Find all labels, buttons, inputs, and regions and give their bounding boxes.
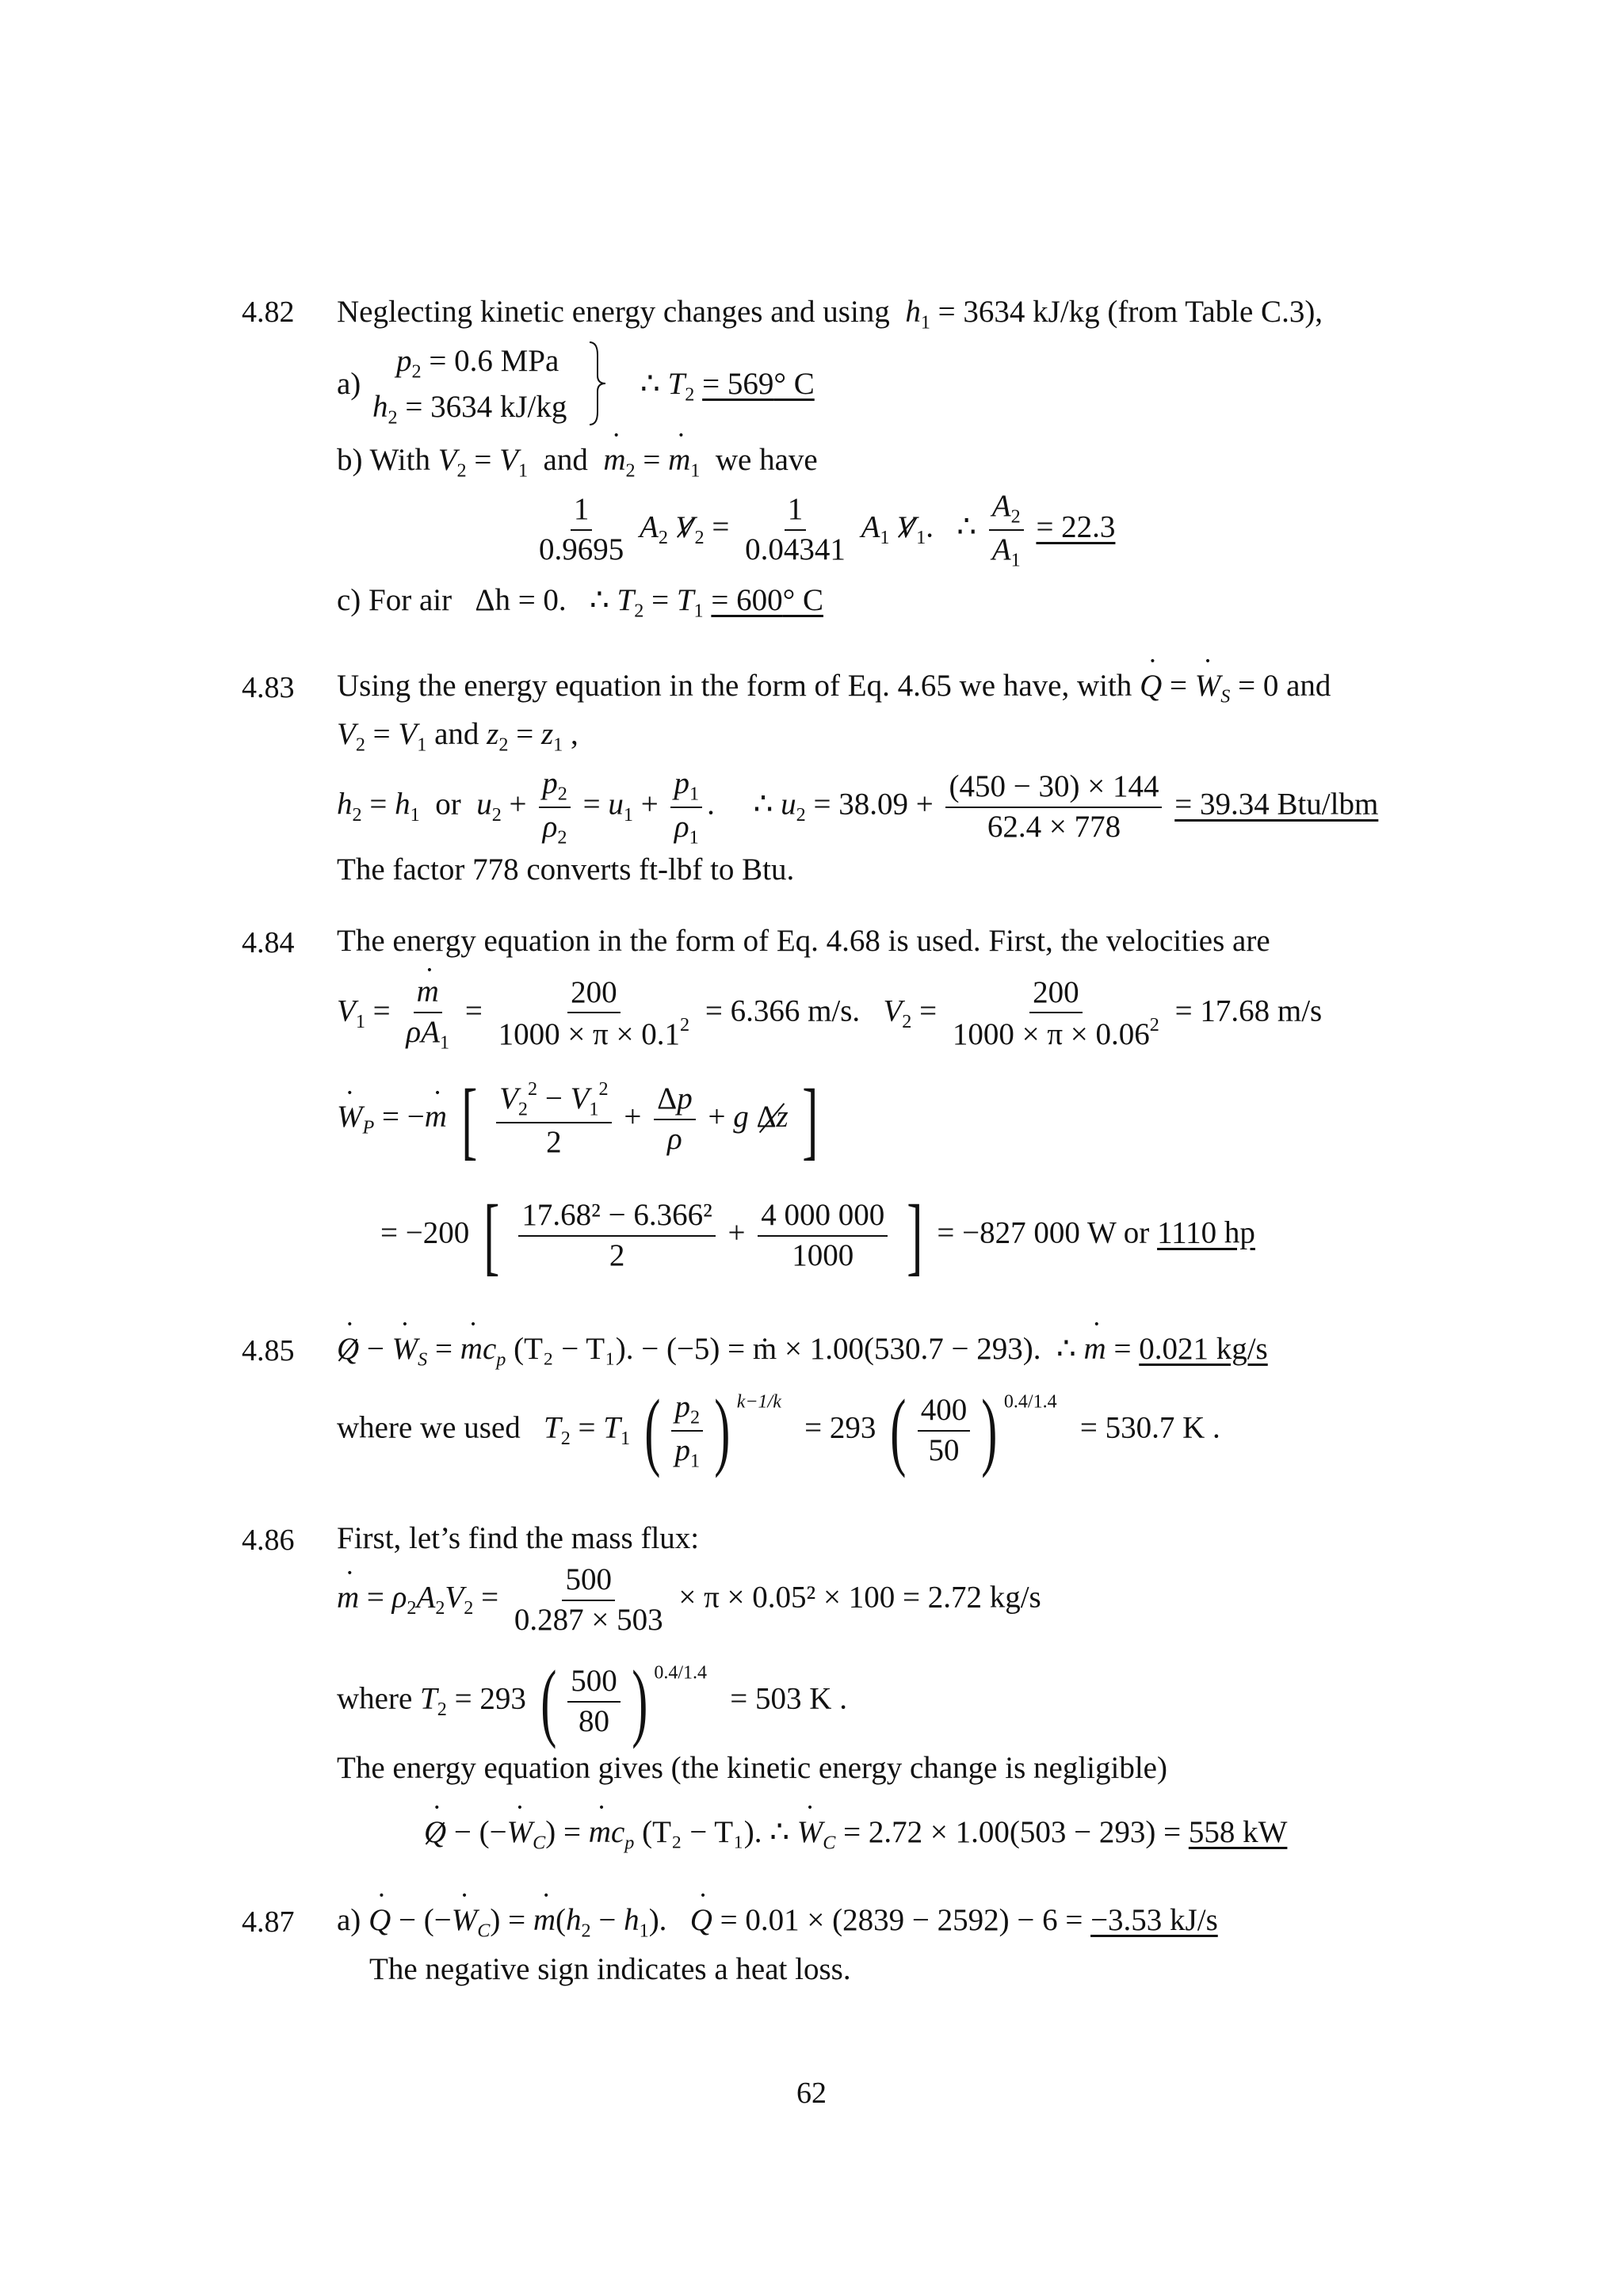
fraction-equation: = −200 [ $\frac{\text{17.68² − 6.366²}}{2}$ + $\frac{4 000 000}{1000}$ ] = −827 000 W or 1110 hp <box>380 1187 1255 1284</box>
note-text: The negative sign indicates a heat loss. <box>369 1952 851 1986</box>
problem-number: 4.83 <box>242 671 295 704</box>
problem-intro: The energy equation in the form of Eq. 4.68 is used. First, the velocities are <box>337 924 1270 958</box>
problem-number: 4.86 <box>242 1524 295 1557</box>
fraction-equation: $\frac{1}{0.9695}$ $A_2$ $V_2$ = $\frac{1}{0.04341}$ $A_1$ $V_1$. ∴ $\frac{A_2}{A_1}$ = 22.3 <box>539 489 1116 571</box>
problem-number: 4.84 <box>242 926 295 959</box>
problem-number: 4.87 <box>242 1905 295 1939</box>
page-number: 62 <box>796 2077 827 2110</box>
problem-number: 4.82 <box>242 296 295 329</box>
equation-line: $V_2 = V_1$ and $z_2 = z_1$ , <box>337 717 579 756</box>
fraction-equation: $V_1$ = ˙ $\frac{m}{\rho A_1}$ = $\frac{200}{1000 \times \pi \times 0.1^2}$ = 6.366 m/s. $V_2$ = $\frac{200}{1000 \times \pi \times 0.06^2}$ = 17.68 m/s <box>337 973 1322 1055</box>
part-label: a) <box>337 367 361 401</box>
problem-intro: Using the energy equation in the form of Eq. 4.65 we have, with ˙ Q = ˙ $W_S = 0$ and <box>337 670 1331 707</box>
fraction-equation: ˙ $W_P$ = −˙ m [ $\frac{V_2^2 - V_1^2}{2}$ + $\frac{\Delta p}{\rho}$ + g Δz ] <box>337 1077 825 1161</box>
problem-number: 4.85 <box>242 1334 295 1367</box>
paragraph-text: The energy equation gives (the kinetic energy change is negligible) <box>337 1751 1167 1785</box>
problem-intro: Neglecting kinetic energy changes and using $h_1 = 3634$ kJ/kg (from Table C.3), <box>337 295 1323 334</box>
equation-line: b) With $V_2 = V_1$ and ˙ $m_2$ = ˙ $m_1$ we have <box>337 444 818 481</box>
fraction-equation: where we used $T_2 = T_1$ ( $\frac{p_2}{p_1}$ ) $^{k-1/k}$ = 293 ( $\frac{400}{50}$ ) $^{0.4/1.4}$ = 530.7 K . <box>337 1382 1220 1479</box>
fraction-equation: ˙ $m = \rho_2A_2V_2$ = $\frac{500}{0.287 \times 503}$ × π × 0.05² × 100 = 2.72 kg/s <box>337 1561 1041 1640</box>
equation-line: c) For air Δh = 0. ∴ $T_2 = T_1 = 600^\circ$ C <box>337 583 823 622</box>
equation-line: $h_2 = 3634$ kJ/kg <box>372 390 567 429</box>
equation-line: a) ˙ Q − (−˙ $W_C$) = ˙ $m(h_2 - h_1)$. ˙ Q = 0.01 × (2839 − 2592) − 6 = −3.53 kJ/s <box>337 1905 1218 1941</box>
equation-result: ∴ $T_2 = 569^\circ$ C <box>640 367 815 406</box>
brace <box>586 339 610 428</box>
note-text: The factor 778 converts ft-lbf to Btu. <box>337 852 795 887</box>
problem-intro: First, let’s find the mass flux: <box>337 1521 700 1555</box>
equation-line: ˙ Q − (−˙ $W_C$) = ˙ $mc_p$ (T₂ − T₁). ∴ ˙ $W_C = 2.72 \times 1.00(503 - 293) = 558$ kW <box>424 1817 1287 1853</box>
fraction-equation: $h_2 = h_1$ or $u_2$ + $\frac{p_2}{\rho_2}$ = $u_1$ + $\frac{p_1}{\rho_1}$ . ∴ $u_2 = 38.09$ + $\frac{(450 - 30) \times 144}{62.4 \times 778}$ = 39.34 Btu/lbm <box>337 766 1379 849</box>
equation-line: ˙ Q − ˙ $W_S$ = ˙ $mc_p$ (T₂ − T₁). − (−5) = ṁ × 1.00(530.7 − 293). ∴ ˙ m = 0.021 kg/s <box>337 1333 1268 1370</box>
fraction-equation: where $T_2 = 293$ ( $\frac{500}{80}$ ) $^{0.4/1.4}$ = 503 K . <box>337 1653 847 1750</box>
equation-line: $p_2 = 0.6$ MPa <box>396 344 559 383</box>
